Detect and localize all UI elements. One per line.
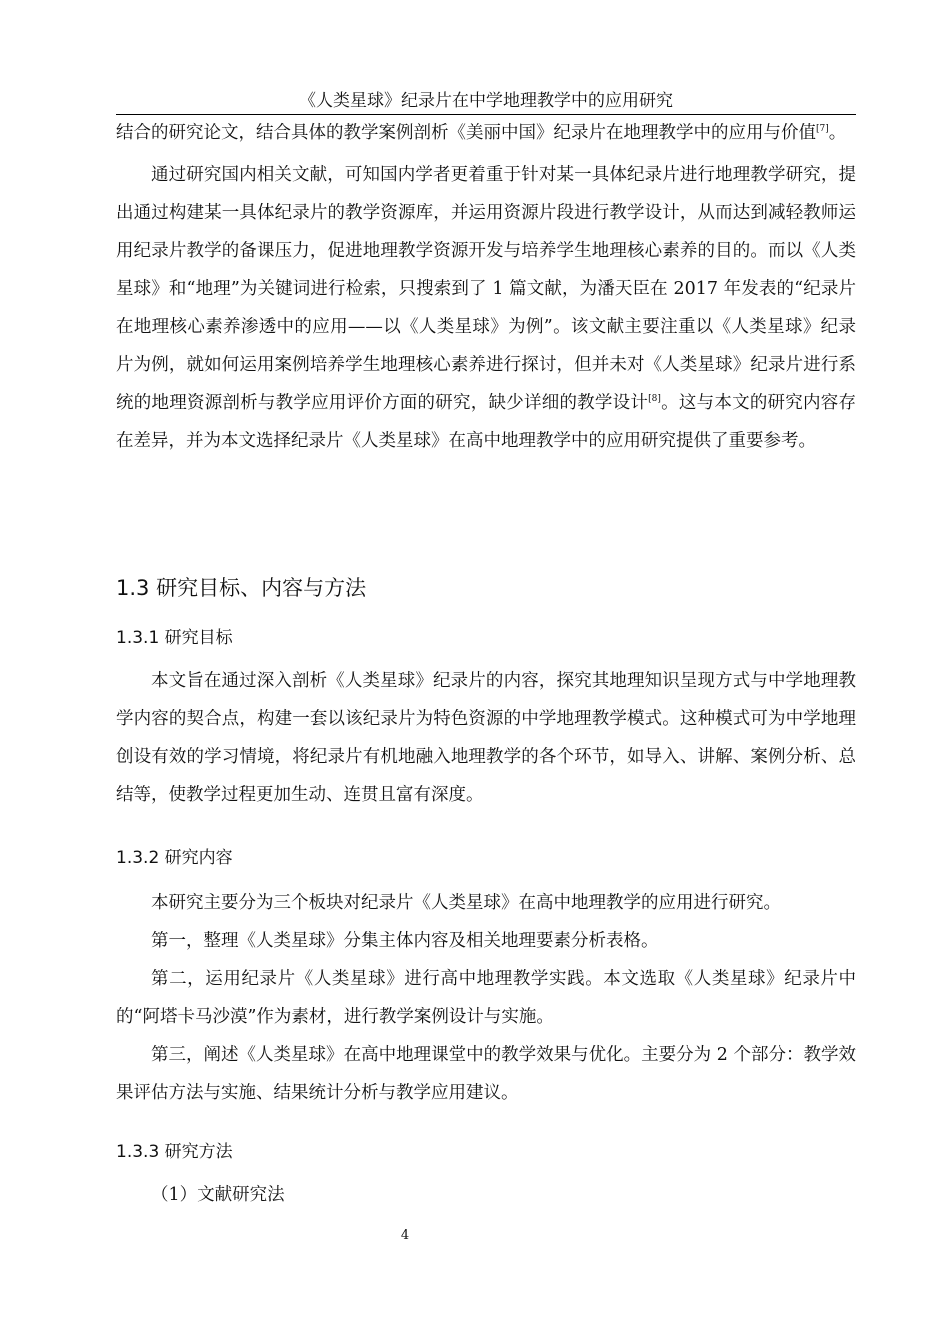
research-goals-section xyxy=(116,662,856,814)
paragraph-text: 通过研究国内相关文献，可知国内学者更着重于针对某一具体纪录片进行地理教学研究，提出通过构建某一具体纪录片的教学资源库，并运用资源片段进行教学设计，从而达到减轻教师运用纪录片教学的备课压力，促进地理教学资源开发与培养学生地理核心素养的目的。而以《人类星球》和“地理”为关键词进行检索，只搜索到了 1 篇文献，为潘天臣在 2017 年发表的“纪录片在地理核心素养渗透中的应用——以《人类星球》为例”。该文献主要注重以《人类星球》纪录片为例，就如何运用案例培养学生地理核心素养进行探讨，但并未对《人类星球》纪录片进行系统的地理资源剖析与教学应用评价方面的研究，缺少详细的教学设计 xyxy=(116,165,856,413)
paragraph: 本研究主要分为三个板块对纪录片《人类星球》在高中地理教学的应用进行研究。 xyxy=(151,893,781,913)
paragraph-text: 。这与本文的研究内容存在差异，并为本文选择纪录片《人类星球》在高中地理教学中的应用研究提供了重要参考。 xyxy=(116,393,857,451)
paragraph: 第二，运用纪录片《人类星球》进行高中地理教学实践。本文选取《人类星球》纪录片中的“阿塔卡马沙漠”作为素材，进行教学案例设计与实施。 xyxy=(116,969,856,1027)
paragraph: 本文旨在通过深入剖析《人类星球》纪录片的内容，探究其地理知识呈现方式与中学地理教学内容的契合点，构建一套以该纪录片为特色资源的中学地理教学模式。这种模式可为中学地理创设有效的学习情境，将纪录片有机地融入地理教学的各个环节，如导入、讲解、案例分析、总结等，使教学过程更加生动、连贯且富有深度。 xyxy=(116,671,856,805)
method-item-literature: （1）文献研究法 xyxy=(151,1185,285,1205)
page-number: 4 xyxy=(400,1228,410,1243)
paragraph xyxy=(116,156,856,460)
citation-8: [8] xyxy=(648,394,661,405)
literature-review-continuation xyxy=(116,114,856,460)
paragraph xyxy=(116,114,856,152)
research-content-section xyxy=(116,884,856,1112)
running-header: 《人类星球》纪录片在中学地理教学中的应用研究 xyxy=(116,90,856,115)
citation-7: [7] xyxy=(816,124,829,135)
paragraph-text: 。 xyxy=(828,123,847,143)
subsection-heading-1-3-1: 1.3.1 研究目标 xyxy=(116,628,233,648)
paragraph: 第一，整理《人类星球》分集主体内容及相关地理要素分析表格。 xyxy=(151,931,659,951)
subsection-heading-1-3-3: 1.3.3 研究方法 xyxy=(116,1142,233,1162)
paragraph-text: 结合的研究论文，结合具体的教学案例剖析《美丽中国》纪录片在地理教学中的应用与价值 xyxy=(116,123,816,143)
subsection-heading-1-3-2: 1.3.2 研究内容 xyxy=(116,848,233,868)
paragraph: 第三，阐述《人类星球》在高中地理课堂中的教学效果与优化。主要分为 2 个部分：教学效果评估方法与实施、结果统计分析与教学应用建议。 xyxy=(116,1045,856,1103)
research-methods-section xyxy=(116,1176,856,1214)
section-heading-1-3: 1.3 研究目标、内容与方法 xyxy=(116,576,367,600)
